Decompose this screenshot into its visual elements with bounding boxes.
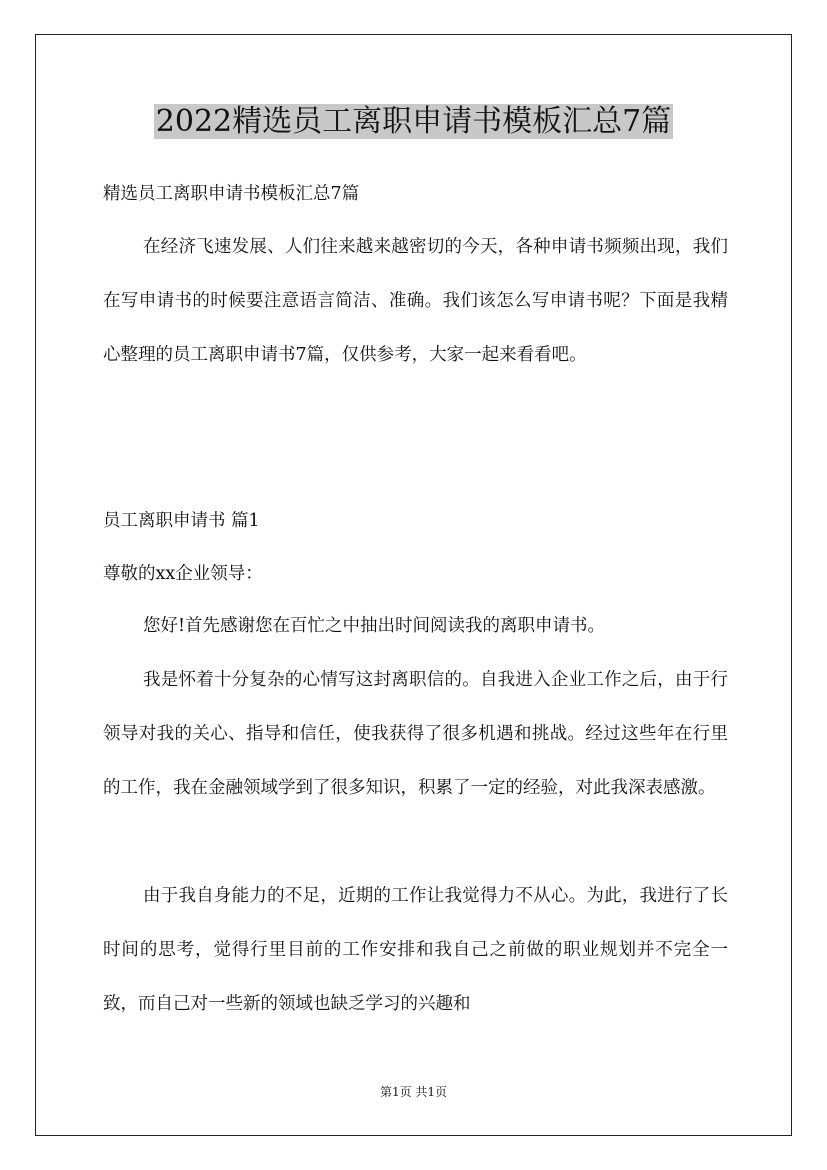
intro-paragraph: 在经济飞速发展、人们往来越来越密切的今天，各种申请书频频出现，我们在写申请书的时候要注意语言简洁、准确。我们该怎么写申请书呢？下面是我精心整理的员工离职申请书7篇，仅供参考，大家一起来看看吧。: [103, 237, 728, 365]
paragraph-2: 我是怀着十分复杂的心情写这封离职信的。自我进入企业工作之后，由于行领导对我的关心、指导和信任，使我获得了很多机遇和挑战。经过这些年在行里的工作，我在金融领域学到了很多知识，积累了一定的经验，对此我深表感激。: [103, 670, 728, 798]
title-text: 2022精选员工离职申请书模板汇总7篇: [155, 104, 672, 139]
subtitle: 精选员工离职申请书模板汇总7篇: [103, 184, 360, 204]
section-heading: 员工离职申请书 篇1: [103, 511, 260, 531]
page-footer: 第1页 共1页: [379, 1085, 448, 1099]
salutation: 尊敬的xx企业领导：: [103, 564, 263, 584]
paragraph-1: 您好!首先感谢您在百忙之中抽出时间阅读我的离职申请书。: [143, 616, 606, 636]
document-title: [0, 98, 827, 146]
paragraph-3: 由于我自身能力的不足，近期的工作让我觉得力不从心。为此，我进行了长时间的思考，觉得行里目前的工作安排和我自己之前做的职业规划并不完全一致，而自己对一些新的领域也缺乏学习的兴趣和: [103, 886, 728, 1014]
